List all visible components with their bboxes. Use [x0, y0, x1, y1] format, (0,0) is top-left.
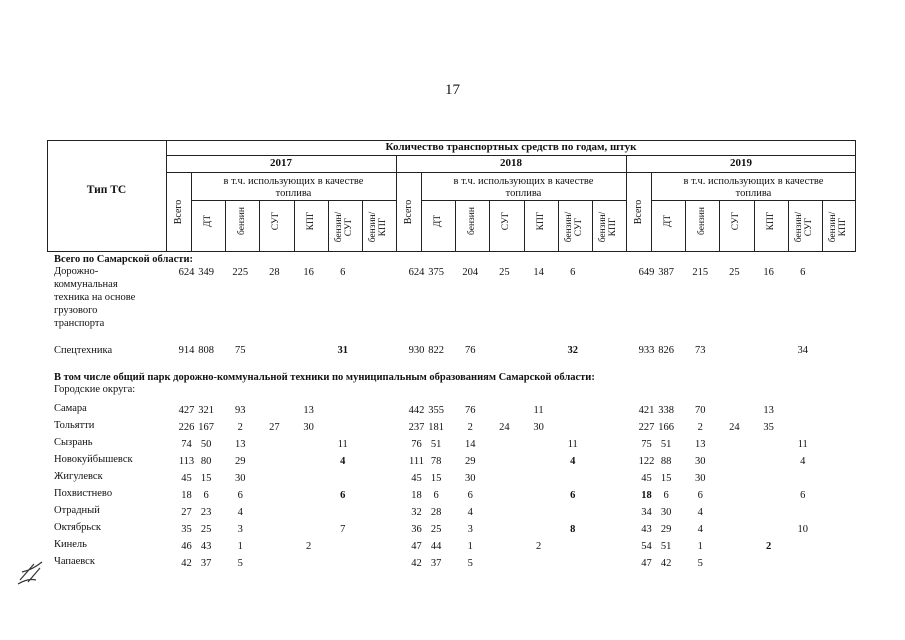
header-line: [524, 200, 525, 252]
table-cell: 226: [178, 422, 195, 433]
fuel-column-header: СУГ: [731, 211, 742, 231]
table-cell: 30: [235, 473, 246, 484]
fuel-column-header: ДТ: [663, 214, 674, 228]
fuel-column-header: бензин/ СУГ: [563, 211, 584, 243]
fuel-column-header: СУГ: [501, 211, 512, 231]
table-cell: 13: [235, 439, 246, 450]
total-column-header: Всего: [632, 199, 644, 225]
table-cell: 349: [198, 267, 214, 278]
table-cell: 338: [658, 405, 674, 416]
type-column-header: Тип ТС: [86, 184, 127, 196]
table-cell: 204: [462, 267, 479, 278]
table-cell: 35: [763, 422, 774, 433]
table-cell: 28: [269, 267, 280, 278]
header-line: [259, 200, 260, 252]
table-cell: 42: [660, 558, 672, 569]
fuel-column-header: бензин/ КПГ: [367, 211, 388, 243]
total-column-header: Всего: [172, 199, 184, 225]
table-cell: 36: [411, 524, 422, 535]
table-cell: 237: [408, 422, 425, 433]
table-cell: 34: [641, 507, 652, 518]
table-cell: 6: [340, 490, 346, 501]
header-line: [822, 200, 823, 252]
row-label: Отрадный: [54, 505, 100, 516]
table-cell: 933: [638, 345, 655, 356]
fuel-column-header: КПГ: [535, 211, 546, 231]
table-cell: 4: [697, 524, 703, 535]
year-header: 2019: [730, 157, 752, 169]
table-cell: 24: [729, 422, 740, 433]
section-subtitle: Городские округа:: [54, 384, 136, 395]
table-cell: 6: [663, 490, 669, 501]
year-header: 2017: [270, 157, 292, 169]
table-cell: 70: [695, 405, 706, 416]
table-cell: 24: [499, 422, 510, 433]
table-cell: 2: [467, 422, 473, 433]
table-cell: 822: [428, 345, 444, 356]
table-cell: 13: [303, 405, 314, 416]
table-cell: 37: [430, 558, 442, 569]
table-cell: 27: [269, 422, 280, 433]
table-cell: 54: [641, 541, 652, 552]
table-cell: 13: [763, 405, 774, 416]
table-cell: 50: [200, 439, 212, 450]
table-cell: 18: [411, 490, 422, 501]
table-cell: 11: [567, 439, 578, 450]
table-cell: 31: [337, 345, 348, 356]
table-cell: 47: [411, 541, 422, 552]
total-column-header: Всего: [402, 199, 414, 225]
fuel-group-header: топлива: [735, 188, 772, 199]
fuel-column-header: СУГ: [271, 211, 282, 231]
header-line: [166, 155, 856, 156]
table-cell: 28: [430, 507, 442, 518]
row-label: Самара: [54, 403, 87, 414]
fuel-column-header: КПГ: [765, 211, 776, 231]
row-label: Новокуйбышевск: [54, 454, 133, 465]
header-line: [788, 200, 789, 252]
row-label-line: техника на основе: [54, 292, 136, 303]
table-cell: 624: [178, 267, 195, 278]
table-cell: 18: [641, 490, 652, 501]
table-cell: 166: [658, 422, 674, 433]
table-cell: 14: [465, 439, 476, 450]
table-cell: 4: [467, 507, 473, 518]
table-cell: 8: [570, 524, 576, 535]
table-cell: 30: [660, 507, 672, 518]
table-cell: 4: [800, 456, 806, 467]
table-cell: 6: [800, 490, 806, 501]
main-header-title: Количество транспортных средств по годам, штук: [385, 141, 637, 153]
table-cell: 27: [181, 507, 192, 518]
table-cell: 6: [340, 267, 346, 278]
table-cell: 649: [638, 267, 655, 278]
table-cell: 6: [467, 490, 473, 501]
table-cell: 225: [232, 267, 249, 278]
table-cell: 88: [660, 456, 672, 467]
table-cell: 6: [800, 267, 806, 278]
table-cell: 25: [430, 524, 442, 535]
header-line: [396, 155, 397, 252]
row-label: Октябрьск: [54, 522, 101, 533]
table-cell: 826: [658, 345, 674, 356]
fuel-column-header: бензин: [467, 207, 478, 235]
table-cell: 46: [181, 541, 192, 552]
table-cell: 25: [499, 267, 510, 278]
table-cell: 15: [430, 473, 442, 484]
header-line: [489, 200, 490, 252]
table-cell: 43: [200, 541, 212, 552]
table-cell: 321: [198, 405, 214, 416]
table-cell: 122: [638, 456, 655, 467]
table-cell: 45: [181, 473, 192, 484]
row-label: Спецтехника: [54, 345, 113, 356]
section-title: Всего по Самарской области:: [54, 254, 194, 265]
header-line: [166, 172, 856, 173]
table-cell: 6: [570, 267, 576, 278]
table-cell: 113: [178, 456, 195, 467]
header-line: [225, 200, 226, 252]
table-cell: 16: [303, 267, 314, 278]
fuel-column-header: бензин: [237, 207, 248, 235]
table-cell: 2: [765, 541, 772, 552]
section-title: В том числе общий парк дорожно-коммунальной техники по муниципальным образованиям Самарской области:: [54, 372, 595, 383]
table-cell: 1: [467, 541, 473, 552]
fuel-column-header: ДТ: [433, 214, 444, 228]
table-cell: 76: [411, 439, 422, 450]
header-line: [558, 200, 559, 252]
table-cell: 387: [658, 267, 674, 278]
table-cell: 5: [237, 558, 243, 569]
table-cell: 427: [178, 405, 195, 416]
row-label: [54, 265, 164, 330]
header-line: [754, 200, 755, 252]
table-cell: 32: [411, 507, 422, 518]
page-number: 17: [445, 82, 460, 98]
header-line: [455, 200, 456, 252]
table-cell: 375: [428, 267, 444, 278]
table-cell: 16: [763, 267, 774, 278]
table-cell: 51: [430, 439, 442, 450]
table-cell: 29: [465, 456, 476, 467]
row-label-line: грузового: [54, 305, 98, 316]
table-cell: 167: [198, 422, 214, 433]
row-label: Чапаевск: [54, 556, 95, 567]
header-line: [166, 140, 167, 252]
fuel-group-header: топлива: [505, 188, 542, 199]
table-cell: 42: [181, 558, 192, 569]
table-cell: 4: [570, 456, 576, 467]
table-cell: 74: [181, 439, 192, 450]
table-cell: 18: [181, 490, 192, 501]
fuel-column-header: бензин: [697, 207, 708, 235]
table-cell: 6: [237, 490, 243, 501]
table-cell: 34: [797, 345, 808, 356]
fuel-group-header: в т.ч. использующих в качестве: [223, 176, 364, 187]
row-label: Сызрань: [54, 437, 93, 448]
table-cell: 11: [337, 439, 348, 450]
table-cell: 47: [641, 558, 652, 569]
table-cell: 23: [200, 507, 212, 518]
table-cell: 10: [797, 524, 808, 535]
header-line: [592, 200, 593, 252]
table-cell: 2: [535, 541, 542, 552]
table-cell: 37: [200, 558, 212, 569]
table-cell: 11: [533, 405, 544, 416]
table-cell: 5: [467, 558, 473, 569]
header-line: [362, 200, 363, 252]
table-cell: 30: [695, 473, 706, 484]
header-line: [328, 200, 329, 252]
table-cell: 808: [198, 345, 214, 356]
row-label: Кинель: [54, 539, 87, 550]
table-cell: 29: [235, 456, 246, 467]
table-cell: 6: [203, 490, 209, 501]
header-line: [294, 200, 295, 252]
table-cell: 2: [697, 422, 703, 433]
row-label-line: транспорта: [54, 318, 105, 329]
signature-scribble: [14, 550, 54, 590]
fuel-group-header: в т.ч. использующих в качестве: [453, 176, 594, 187]
row-label: Тольятти: [54, 420, 95, 431]
fuel-column-header: ДТ: [203, 214, 214, 228]
table-cell: 93: [235, 405, 246, 416]
table-cell: 3: [237, 524, 243, 535]
table-cell: 25: [200, 524, 212, 535]
table-cell: 6: [570, 490, 576, 501]
table-cell: 111: [409, 456, 424, 467]
fuel-column-header: КПГ: [305, 211, 316, 231]
table-cell: 355: [428, 405, 444, 416]
table-cell: 30: [533, 422, 544, 433]
table-cell: 14: [533, 267, 544, 278]
table-cell: 4: [340, 456, 346, 467]
table-cell: 80: [200, 456, 212, 467]
table-cell: 15: [660, 473, 672, 484]
row-label-line: коммунальная: [54, 279, 118, 290]
table-cell: 51: [660, 439, 672, 450]
header-line: [719, 200, 720, 252]
table-cell: 30: [465, 473, 476, 484]
table-cell: 2: [237, 422, 243, 433]
table-cell: 914: [178, 345, 195, 356]
table-cell: 7: [340, 524, 346, 535]
row-label: Жигулевск: [54, 471, 103, 482]
table-cell: 44: [430, 541, 442, 552]
year-header: 2018: [500, 157, 522, 169]
table-cell: 930: [408, 345, 425, 356]
table-cell: 45: [641, 473, 652, 484]
table-cell: 11: [797, 439, 808, 450]
table-cell: 442: [408, 405, 425, 416]
row-label: Похвистнево: [54, 488, 113, 499]
table-cell: 4: [237, 507, 243, 518]
table-cell: 76: [465, 345, 476, 356]
table-cell: 215: [692, 267, 709, 278]
table-cell: 6: [697, 490, 703, 501]
table-cell: 75: [235, 345, 246, 356]
table-cell: 15: [200, 473, 212, 484]
table-cell: 73: [695, 345, 706, 356]
table-cell: 30: [695, 456, 706, 467]
fuel-group-header: в т.ч. использующих в качестве: [683, 176, 824, 187]
table-cell: 78: [430, 456, 442, 467]
table-cell: 13: [695, 439, 706, 450]
table-cell: 75: [641, 439, 652, 450]
fuel-column-header: бензин/ КПГ: [597, 211, 618, 243]
table-cell: 30: [303, 422, 314, 433]
table-cell: 421: [638, 405, 655, 416]
table-cell: 35: [181, 524, 192, 535]
table-cell: 29: [660, 524, 672, 535]
table-cell: 6: [433, 490, 439, 501]
header-line: [626, 155, 627, 252]
table-cell: 2: [305, 541, 312, 552]
fuel-column-header: бензин/ КПГ: [827, 211, 848, 243]
table-cell: 51: [660, 541, 672, 552]
row-label-line: Дорожно-: [54, 266, 99, 277]
fuel-group-header: топлива: [275, 188, 312, 199]
table-cell: 45: [411, 473, 422, 484]
table-cell: 3: [467, 524, 473, 535]
table-cell: 43: [641, 524, 652, 535]
table-cell: 181: [428, 422, 444, 433]
table-cell: 1: [697, 541, 703, 552]
table-cell: 624: [408, 267, 425, 278]
table-cell: 25: [729, 267, 740, 278]
table-cell: 1: [237, 541, 243, 552]
table-cell: 4: [697, 507, 703, 518]
header-line: [685, 200, 686, 252]
table-cell: 76: [465, 405, 476, 416]
fuel-column-header: бензин/ СУГ: [333, 211, 354, 243]
table-cell: 227: [638, 422, 655, 433]
table-cell: 32: [567, 345, 578, 356]
table-cell: 42: [411, 558, 422, 569]
fuel-column-header: бензин/ СУГ: [793, 211, 814, 243]
table-cell: 5: [697, 558, 703, 569]
